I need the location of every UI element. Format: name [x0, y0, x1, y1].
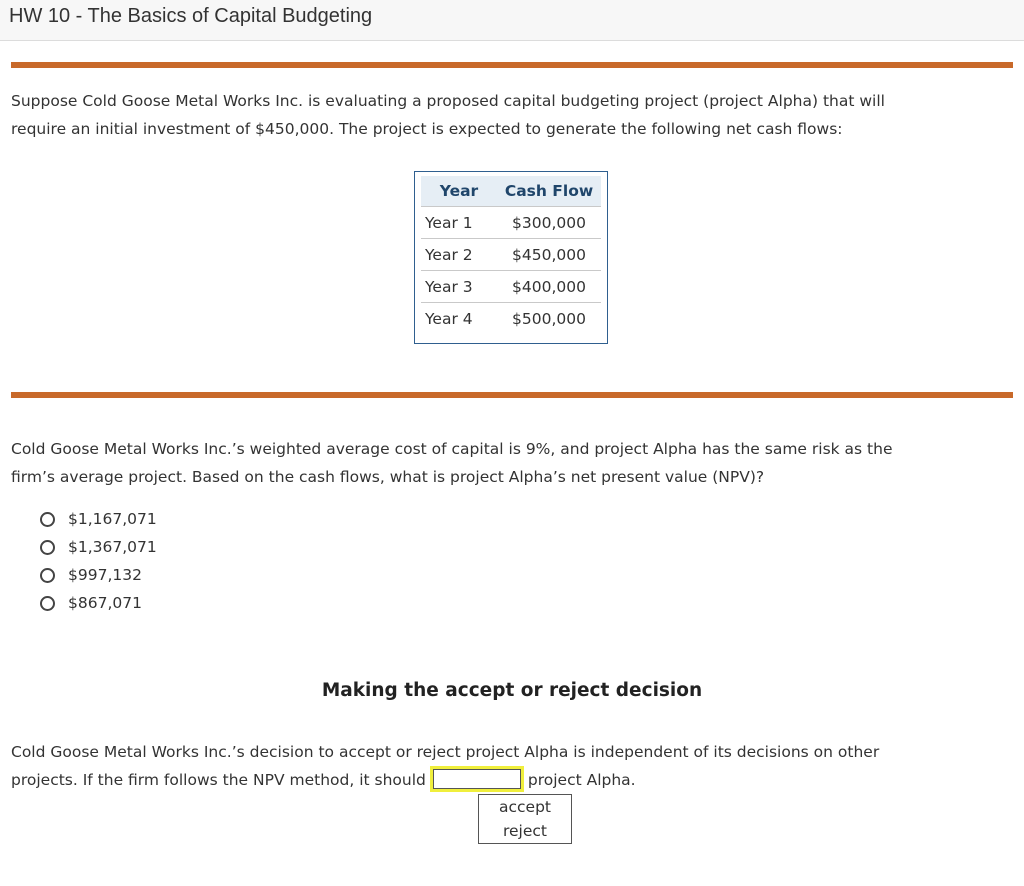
intro-line-1: Suppose Cold Goose Metal Works Inc. is evaluating a proposed capital budgeting project (project Alpha) that will — [11, 92, 885, 110]
intro-line-2: require an initial investment of $450,000. The project is expected to generate the following net cash flows: — [11, 120, 843, 138]
dropdown-option-reject[interactable]: reject — [502, 822, 547, 840]
table-row — [421, 271, 601, 303]
table-row — [421, 303, 601, 335]
cash-flow-table — [414, 171, 608, 344]
decision-line-1: Cold Goose Metal Works Inc.’s decision to accept or reject project Alpha is independent of its decisions on other — [11, 743, 880, 761]
cash-flow-cell: $450,000 — [497, 239, 601, 271]
decision-text-before: projects. If the firm follows the NPV method, it should — [11, 771, 426, 789]
decision-line-2 — [11, 766, 1011, 794]
column-header-cash-flow: Cash Flow — [497, 176, 601, 207]
decision-text-after: project Alpha. — [527, 771, 636, 789]
option-label: $1,167,071 — [68, 510, 157, 528]
radio-button[interactable] — [40, 596, 55, 611]
table-row — [421, 207, 601, 239]
cash-flow-cell: $300,000 — [497, 207, 601, 239]
dropdown-field[interactable] — [433, 769, 521, 789]
cash-flow-cell: $400,000 — [497, 271, 601, 303]
year-cell: Year 2 — [421, 239, 497, 271]
section-heading: Making the accept or reject decision — [321, 680, 703, 701]
dropdown-menu — [478, 794, 572, 844]
decision-dropdown[interactable] — [430, 766, 524, 792]
column-header-year: Year — [421, 176, 497, 207]
year-cell: Year 3 — [421, 271, 497, 303]
option-label: $1,367,071 — [68, 538, 157, 556]
radio-button[interactable] — [40, 512, 55, 527]
answer-option[interactable] — [40, 505, 157, 533]
table-row — [421, 239, 601, 271]
option-label: $867,071 — [68, 594, 142, 612]
answer-option[interactable] — [40, 533, 157, 561]
radio-button[interactable] — [40, 540, 55, 555]
cash-flow-cell: $500,000 — [497, 303, 601, 335]
question-paragraph — [11, 435, 1011, 491]
answer-option[interactable] — [40, 561, 157, 589]
page-title: HW 10 - The Basics of Capital Budgeting — [9, 5, 373, 27]
intro-paragraph — [11, 87, 1011, 143]
year-cell: Year 4 — [421, 303, 497, 335]
answer-option[interactable] — [40, 589, 157, 617]
title-bar — [0, 0, 1024, 41]
dropdown-option-accept[interactable]: accept — [499, 798, 551, 816]
question-line-1: Cold Goose Metal Works Inc.’s weighted average cost of capital is 9%, and project Alpha has the same risk as the — [11, 440, 893, 458]
question-line-2: firm’s average project. Based on the cash flows, what is project Alpha’s net present value (NPV)? — [11, 468, 765, 486]
radio-button[interactable] — [40, 568, 55, 583]
answer-options — [40, 505, 157, 617]
table-header-row — [421, 176, 601, 207]
year-cell: Year 1 — [421, 207, 497, 239]
option-label: $997,132 — [68, 566, 142, 584]
section-divider — [11, 392, 1013, 398]
section-divider — [11, 62, 1013, 68]
decision-paragraph — [11, 738, 1011, 794]
